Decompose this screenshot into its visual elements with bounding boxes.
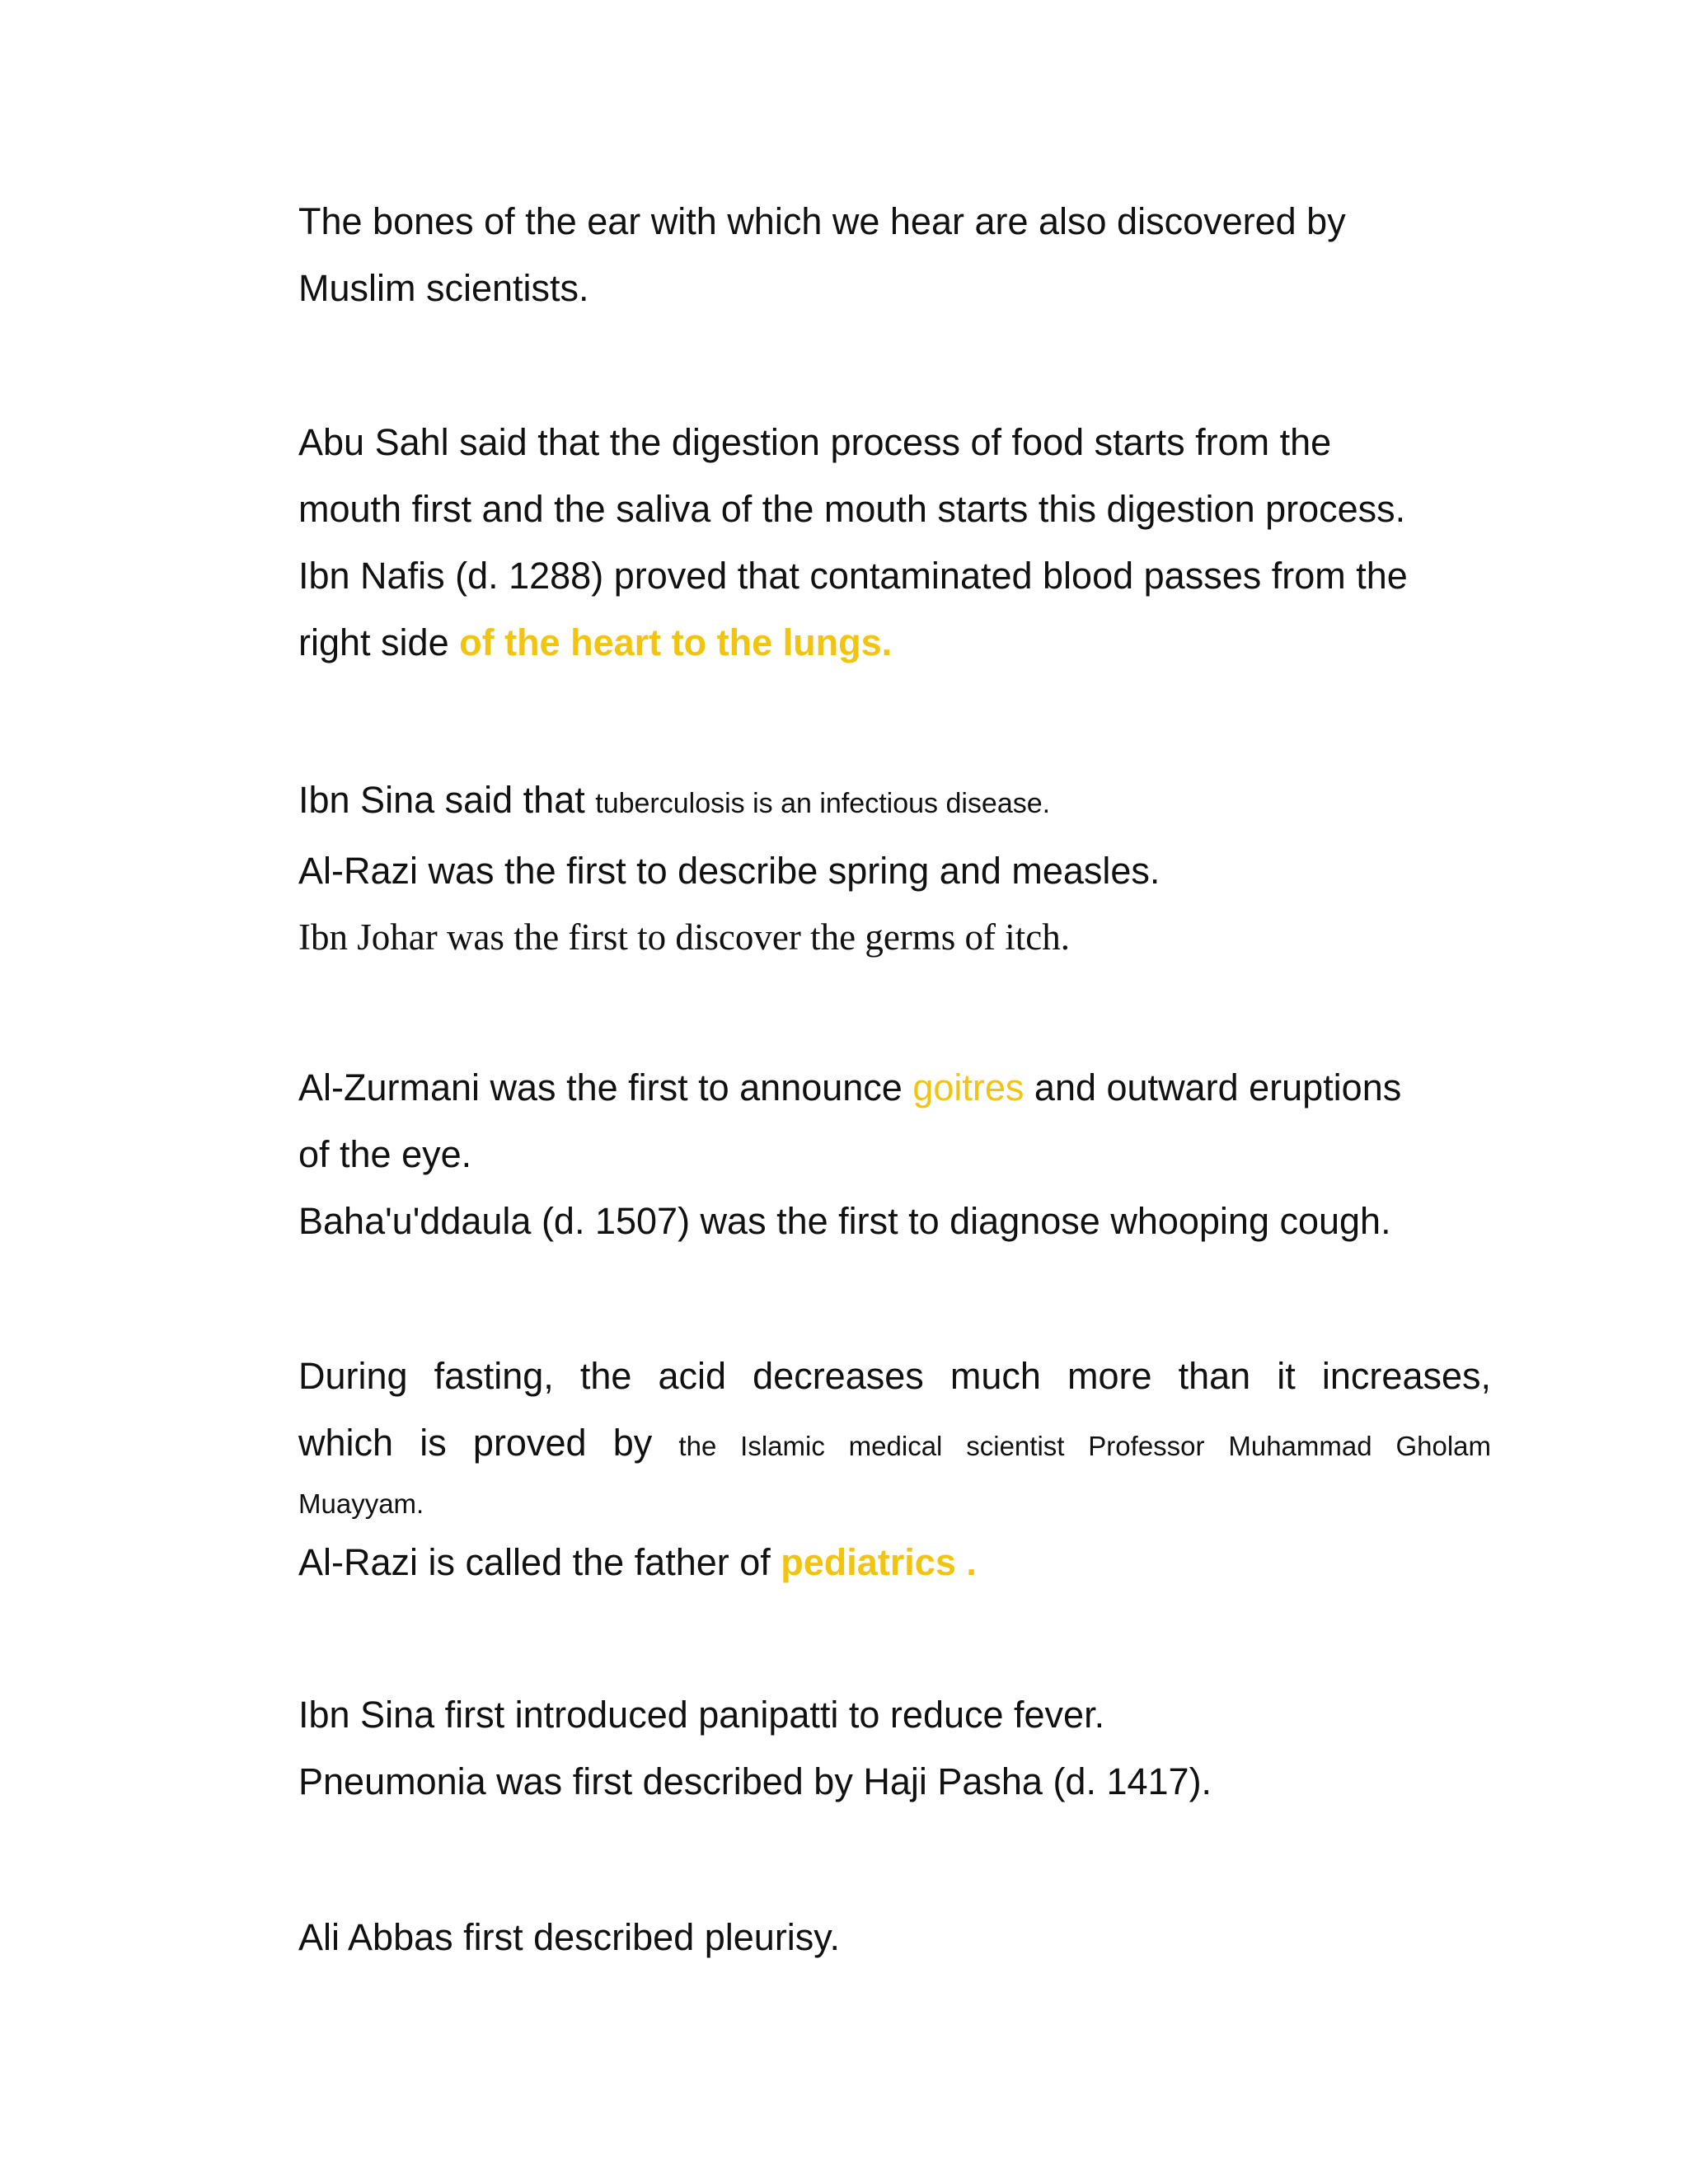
- small-text-run: the Islamic medical scientist Professor Muhammad Gholam: [678, 1431, 1491, 1461]
- paragraph-ear-bones: [298, 188, 1491, 321]
- text-line: mouth first and the saliva of the mouth starts this digestion process.: [298, 488, 1406, 530]
- serif-text-line: Ibn Johar was the first to discover the germs of itch.: [298, 916, 1071, 958]
- paragraph-fever-pneumonia: [298, 1681, 1491, 1815]
- small-text-run: tuberculosis is an infectious disease.: [595, 788, 1051, 819]
- text-line: Ali Abbas first described pleurisy.: [298, 1916, 840, 1958]
- text-line: [298, 766, 1491, 837]
- text-line: [298, 609, 1491, 676]
- text-run: and outward eruptions: [1024, 1066, 1402, 1108]
- text-line: of the eye.: [298, 1133, 472, 1175]
- text-run: Al-Razi is called the father of: [298, 1541, 781, 1583]
- highlighted-text: pediatrics .: [781, 1541, 977, 1583]
- text-line: Al-Razi was the first to describe spring and measles.: [298, 850, 1160, 892]
- text-run: Al-Zurmani was the first to announce: [298, 1066, 913, 1108]
- paragraph-fasting: [298, 1343, 1491, 1596]
- text-line: Ibn Nafis (d. 1288) proved that contaminated blood passes from the: [298, 555, 1408, 597]
- highlighted-text: of the heart to the lungs.: [459, 621, 893, 663]
- paragraph-digestion-blood: [298, 409, 1491, 676]
- text-line: The bones of the ear with which we hear are also discovered by: [298, 200, 1346, 242]
- text-line: [298, 1054, 1491, 1121]
- text-line: [298, 1409, 1491, 1479]
- text-run: right side: [298, 621, 460, 663]
- text-line: Ibn Sina first introduced panipatti to reduce fever.: [298, 1694, 1105, 1736]
- text-line: Abu Sahl said that the digestion process of food starts from the: [298, 421, 1332, 463]
- text-line: Pneumonia was first described by Haji Pasha (d. 1417).: [298, 1760, 1212, 1802]
- text-line: [298, 1529, 1491, 1596]
- paragraph-pleurisy: [298, 1904, 1491, 1971]
- paragraph-goitres: [298, 1054, 1491, 1254]
- text-run: Ibn Sina said that: [298, 779, 596, 821]
- text-line: During fasting, the acid decreases much more than it increases,: [298, 1355, 1491, 1397]
- text-line: Baha'u'ddaula (d. 1507) was the first to diagnose whooping cough.: [298, 1200, 1391, 1242]
- text-run: which is proved by: [298, 1422, 679, 1464]
- paragraph-diseases: [298, 766, 1491, 971]
- text-line: Muayyam.: [298, 1488, 424, 1519]
- text-line: Muslim scientists.: [298, 267, 589, 309]
- highlighted-text: goitres: [912, 1066, 1025, 1108]
